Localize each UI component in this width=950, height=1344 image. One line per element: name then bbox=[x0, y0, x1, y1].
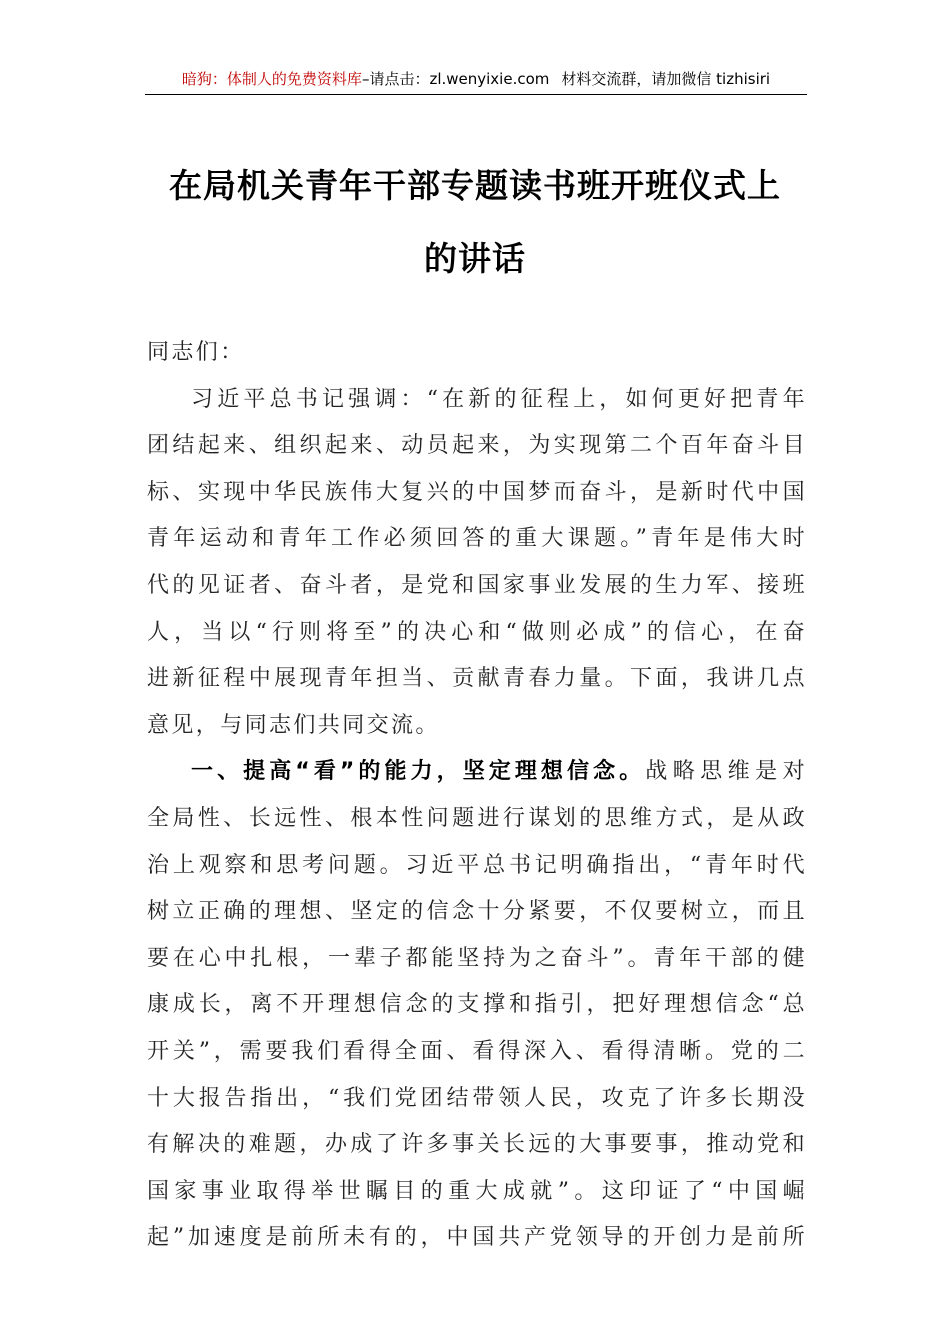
document-body bbox=[147, 330, 807, 1262]
paragraph-2-line: 康成长，离不开理想信念的支撑和指引，把好理想信念“总 bbox=[147, 992, 807, 1018]
paragraph-1-line: 团结起来、组织起来、动员起来，为实现第二个百年奋斗目 bbox=[147, 433, 807, 459]
paragraph-1-line: 进新征程中展现青年担当、贡献青春力量。下面，我讲几点 bbox=[147, 666, 807, 692]
paragraph-2-line: 治上观察和思考问题。习近平总书记明确指出，“青年时代 bbox=[147, 852, 807, 878]
paragraph-1-line: 习近平总书记强调：“在新的征程上，如何更好把青年 bbox=[191, 386, 807, 412]
document-title-line-1: 在局机关青年干部专题读书班开班仪式上 bbox=[169, 166, 781, 205]
salutation: 同志们： bbox=[147, 340, 245, 365]
header-click-prompt: –请点击： bbox=[361, 70, 430, 88]
paragraph-2-first-line-rest: 战略思维是对 bbox=[645, 759, 807, 785]
section-1-heading: 一、提高“看”的能力，坚定理想信念。 bbox=[191, 759, 646, 785]
paragraph-2-line: 要在心中扎根，一辈子都能坚持为之奋斗”。青年干部的健 bbox=[147, 945, 807, 971]
header-url-link[interactable]: zl.wenyixie.com bbox=[429, 70, 550, 88]
paragraph-2-line: 国家事业取得举世瞩目的重大成就”。这印证了“中国崛 bbox=[147, 1178, 807, 1204]
paragraph-2-first-line bbox=[147, 749, 807, 796]
header-site-name: 暗狗：体制人的免费资料库 bbox=[181, 70, 362, 88]
paragraph-2-line: 开关”，需要我们看得全面、看得深入、看得清晰。党的二 bbox=[147, 1038, 807, 1064]
paragraph-2-line: 十大报告指出，“我们党团结带领人民，攻克了许多长期没 bbox=[147, 1085, 807, 1111]
page-header bbox=[145, 68, 807, 95]
header-group-info: 材料交流群，请加微信 tizhisiri bbox=[561, 70, 771, 88]
paragraph-1-line: 人，当以“行则将至”的决心和“做则必成”的信心，在奋 bbox=[147, 619, 807, 645]
paragraph-2-line: 全局性、长远性、根本性问题进行谋划的思维方式，是从政 bbox=[147, 805, 807, 831]
paragraph-1-line: 意见，与同志们共同交流。 bbox=[147, 712, 440, 738]
paragraph-1-line: 代的见证者、奋斗者，是党和国家事业发展的生力军、接班 bbox=[147, 572, 807, 598]
paragraph-1-line: 青年运动和青年工作必须回答的重大课题。”青年是伟大时 bbox=[147, 526, 807, 552]
paragraph-2-line: 有解决的难题，办成了许多事关长远的大事要事，推动党和 bbox=[147, 1132, 807, 1158]
document-title-line-2: 的讲话 bbox=[424, 239, 526, 278]
paragraph-1-line: 标、实现中华民族伟大复兴的中国梦而奋斗，是新时代中国 bbox=[147, 479, 807, 505]
paragraph-2-line: 起”加速度是前所未有的，中国共产党领导的开创力是前所 bbox=[147, 1225, 807, 1251]
paragraph-2-line: 树立正确的理想、坚定的信念十分紧要，不仅要树立，而且 bbox=[147, 899, 807, 925]
